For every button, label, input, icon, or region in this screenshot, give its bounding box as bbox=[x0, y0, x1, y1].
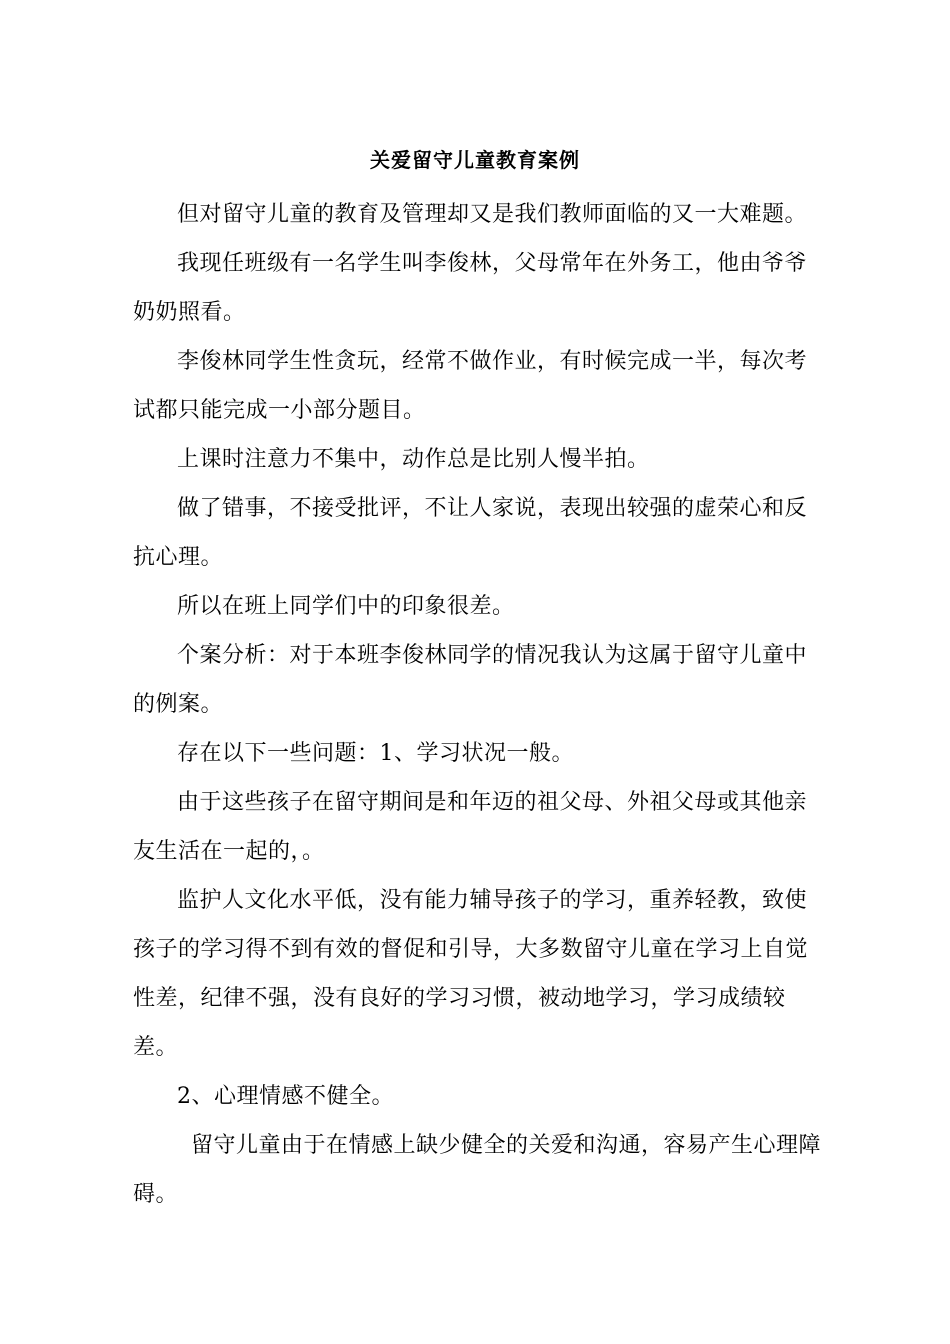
paragraph-4: 上课时注意力不集中，动作总是比别人慢半拍。 bbox=[177, 447, 650, 472]
paragraph-2: 我现任班级有一名学生叫李俊林，父母常年在外务工，他由爷爷奶奶照看。 bbox=[133, 251, 808, 325]
paragraph-12: 留守儿童由于在情感上缺少健全的关爱和沟通，容易产生心理障碍。 bbox=[133, 1133, 822, 1207]
document-body bbox=[133, 190, 823, 1219]
paragraph-9: 由于这些孩子在留守期间是和年迈的祖父母、外祖父母或其他亲友生活在一起的，。 bbox=[133, 790, 808, 864]
paragraph-5: 做了错事，不接受批评，不让人家说，表现出较强的虚荣心和反抗心理。 bbox=[133, 496, 808, 570]
paragraph-11: 2、心理情感不健全。 bbox=[177, 1084, 394, 1109]
paragraph-7: 个案分析：对于本班李俊林同学的情况我认为这属于留守儿童中的例案。 bbox=[133, 643, 808, 717]
paragraph-10: 监护人文化水平低，没有能力辅导孩子的学习，重养轻教，致使孩子的学习得不到有效的督促和引导，大多数留守儿童在学习上自觉性差，纪律不强，没有良好的学习习惯，被动地学习，学习成绩较差。 bbox=[133, 888, 809, 1060]
paragraph-6: 所以在班上同学们中的印象很差。 bbox=[177, 594, 515, 619]
paragraph-8: 存在以下一些问题：1、学习状况一般。 bbox=[177, 741, 574, 766]
paragraph-1: 但对留守儿童的教育及管理却又是我们教师面临的又一大难题。 bbox=[177, 202, 808, 227]
paragraph-3: 李俊林同学生性贪玩，经常不做作业，有时候完成一半，每次考试都只能完成一小部分题目。 bbox=[133, 349, 808, 423]
document-title: 关爱留守儿童教育案例 bbox=[370, 148, 580, 172]
